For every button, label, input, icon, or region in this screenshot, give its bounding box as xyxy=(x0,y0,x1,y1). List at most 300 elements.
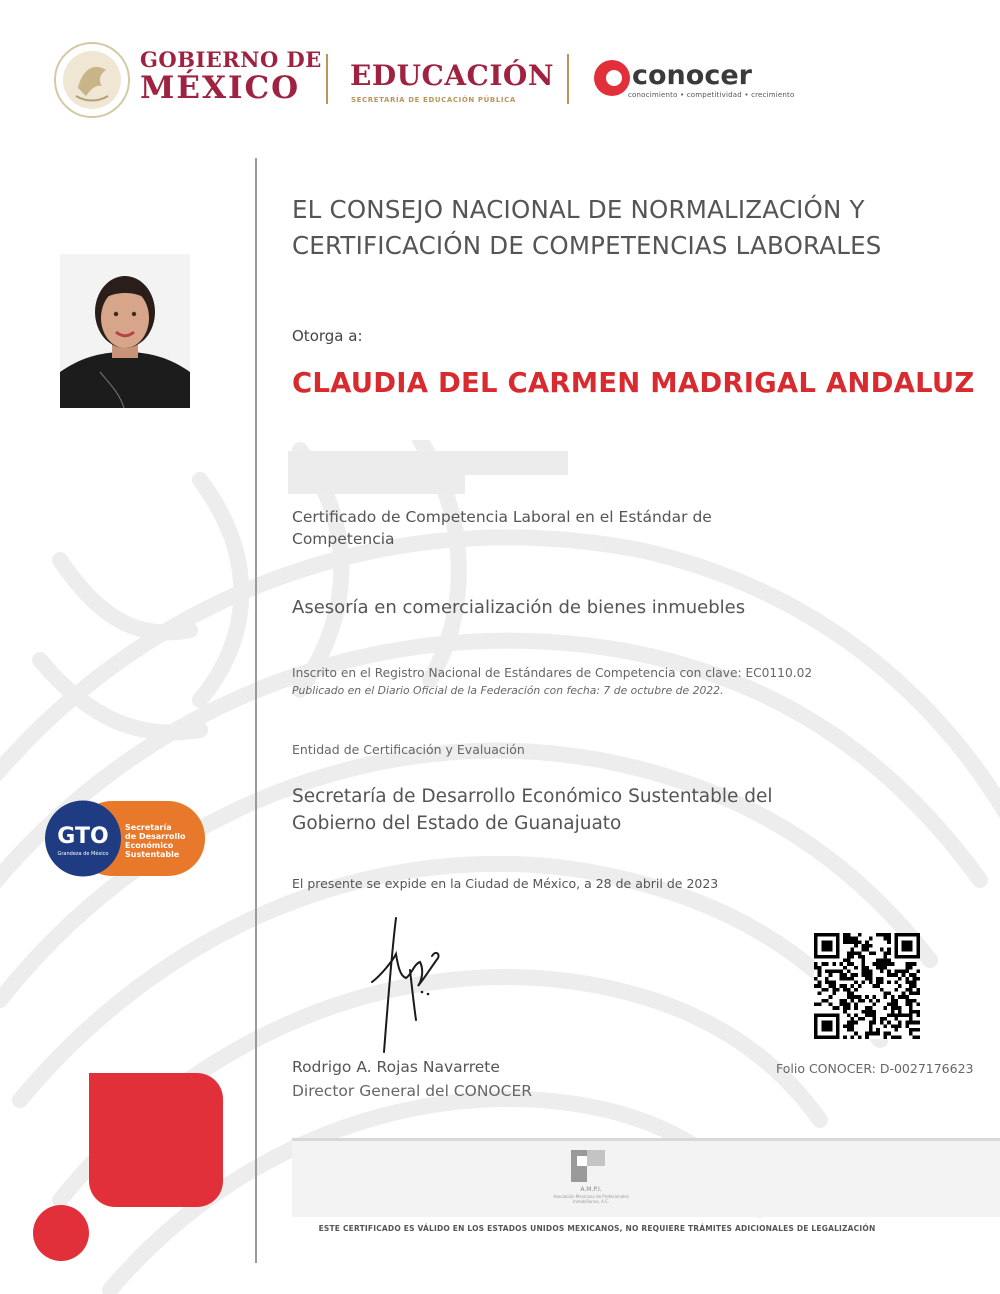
qr-module xyxy=(880,948,884,952)
qr-module xyxy=(887,962,891,966)
qr-module xyxy=(883,933,887,937)
qr-module xyxy=(851,1017,855,1021)
qr-module xyxy=(869,1006,873,1010)
qr-module xyxy=(821,999,825,1003)
qr-module xyxy=(905,962,909,966)
qr-module xyxy=(869,944,873,948)
qr-module xyxy=(854,1006,858,1010)
qr-module xyxy=(843,966,847,970)
qr-module xyxy=(916,977,920,981)
qr-module xyxy=(887,973,891,977)
qr-module xyxy=(865,973,869,977)
header-divider xyxy=(326,54,328,104)
recipient-photo xyxy=(60,254,190,408)
qr-module xyxy=(909,984,913,988)
qr-module xyxy=(858,951,862,955)
gto-line3: Económico xyxy=(125,841,174,850)
qr-module xyxy=(876,966,880,970)
qr-module xyxy=(869,1024,873,1028)
qr-module xyxy=(843,940,847,944)
council-title: EL CONSEJO NACIONAL DE NORMALIZACIÓN Y CERTIFICACIÓN DE COMPETENCIAS LABORALES xyxy=(292,195,882,260)
certificate-type-label: Certificado de Competencia Laboral en el Estándar de Competencia xyxy=(292,508,712,548)
qr-module xyxy=(858,955,862,959)
qr-module xyxy=(865,970,869,974)
qr-module xyxy=(905,1021,909,1025)
qr-module xyxy=(854,951,858,955)
qr-module xyxy=(869,951,873,955)
qr-module xyxy=(851,1024,855,1028)
qr-module xyxy=(836,988,840,992)
qr-module xyxy=(832,962,836,966)
qr-module xyxy=(887,937,891,941)
qr-module xyxy=(898,995,902,999)
qr-module xyxy=(909,1017,913,1021)
qr-module xyxy=(894,988,898,992)
qr-module xyxy=(894,981,898,985)
qr-module xyxy=(825,977,829,981)
qr-module xyxy=(883,1024,887,1028)
qr-module xyxy=(869,1028,873,1032)
validity-note: ESTE CERTIFICADO ES VÁLIDO EN LOS ESTADOS UNIDOS MEXICANOS, NO REQUIERE TRÁMITES ADICIONALES DE LEGALIZACIÓN xyxy=(318,1224,876,1233)
qr-module xyxy=(913,977,917,981)
qr-module xyxy=(851,1028,855,1032)
qr-module xyxy=(854,988,858,992)
qr-module xyxy=(902,973,906,977)
qr-module xyxy=(851,962,855,966)
qr-module xyxy=(898,1013,902,1017)
gobierno-line1: GOBIERNO DE xyxy=(140,47,322,72)
signature-icon xyxy=(360,910,460,1060)
qr-module xyxy=(902,991,906,995)
qr-module xyxy=(905,1013,909,1017)
qr-module xyxy=(883,1017,887,1021)
qr-module xyxy=(854,973,858,977)
qr-module xyxy=(858,1035,862,1039)
qr-module xyxy=(891,1013,895,1017)
qr-module xyxy=(851,955,855,959)
qr-module xyxy=(869,1013,873,1017)
qr-module xyxy=(854,1002,858,1006)
qr-module xyxy=(843,937,847,941)
qr-module xyxy=(858,933,862,937)
qr-module xyxy=(916,988,920,992)
qr-module xyxy=(916,970,920,974)
qr-module xyxy=(814,962,818,966)
qr-module xyxy=(883,951,887,955)
qr-module xyxy=(865,977,869,981)
qr-module xyxy=(880,970,884,974)
qr-module xyxy=(865,1035,869,1039)
qr-module xyxy=(843,1006,847,1010)
qr-module xyxy=(876,977,880,981)
qr-module xyxy=(916,1035,920,1039)
qr-module xyxy=(876,984,880,988)
qr-module xyxy=(851,951,855,955)
qr-module xyxy=(862,944,866,948)
qr-module xyxy=(916,1010,920,1014)
header-divider xyxy=(567,54,569,104)
qr-module xyxy=(847,1024,851,1028)
qr-module xyxy=(851,991,855,995)
qr-module xyxy=(818,966,822,970)
qr-module xyxy=(872,984,876,988)
gto-line2: de Desarrollo xyxy=(125,832,186,841)
qr-module xyxy=(851,940,855,944)
qr-module xyxy=(869,937,873,941)
qr-module xyxy=(858,995,862,999)
qr-module xyxy=(876,959,880,963)
qr-module xyxy=(898,977,902,981)
qr-module xyxy=(862,970,866,974)
qr-module xyxy=(872,1032,876,1036)
qr-module xyxy=(814,1002,818,1006)
qr-module xyxy=(858,940,862,944)
qr-module xyxy=(840,970,844,974)
conocer-tagline: conocimiento • competitividad • crecimiento xyxy=(628,91,795,99)
qr-module xyxy=(843,959,847,963)
qr-module xyxy=(843,1010,847,1014)
qr-module xyxy=(894,1024,898,1028)
qr-module xyxy=(843,973,847,977)
qr-module xyxy=(847,988,851,992)
qr-module xyxy=(887,981,891,985)
qr-module xyxy=(887,970,891,974)
qr-module xyxy=(847,959,851,963)
qr-module xyxy=(913,973,917,977)
entity-name: Secretaría de Desarrollo Económico Sustentable del Gobierno del Estado de Guanajuato xyxy=(292,786,773,834)
qr-module xyxy=(913,984,917,988)
qr-module xyxy=(876,1028,880,1032)
qr-module xyxy=(916,991,920,995)
signer-name: Rodrigo A. Rojas Navarrete xyxy=(292,1058,500,1076)
qr-module xyxy=(905,966,909,970)
qr-module xyxy=(883,991,887,995)
qr-module xyxy=(818,984,822,988)
qr-module xyxy=(836,970,840,974)
ampi-logo-icon xyxy=(569,1148,609,1184)
qr-module xyxy=(872,995,876,999)
ampi-subtitle: Asociación Mexicana de Profesionales Inmobiliarios, A.C. xyxy=(553,1194,629,1204)
qr-module xyxy=(854,944,858,948)
qr-module xyxy=(909,1028,913,1032)
qr-module xyxy=(880,1021,884,1025)
published-text: Publicado en el Diario Oficial de la Federación con fecha: 7 de octubre de 2022. xyxy=(292,684,724,697)
qr-module xyxy=(902,995,906,999)
qr-module xyxy=(898,1006,902,1010)
gto-line1: Secretaría xyxy=(125,823,172,832)
qr-module xyxy=(829,973,833,977)
qr-module xyxy=(905,977,909,981)
qr-module xyxy=(905,995,909,999)
qr-module xyxy=(869,973,873,977)
qr-module xyxy=(865,944,869,948)
educacion-subtitle: SECRETARÍA DE EDUCACIÓN PÚBLICA xyxy=(351,96,516,104)
qr-module xyxy=(909,1013,913,1017)
qr-module xyxy=(840,962,844,966)
qr-module xyxy=(851,995,855,999)
gto-logo-sub: Grandeza de México xyxy=(57,851,109,857)
qr-module xyxy=(880,988,884,992)
bottom-band xyxy=(292,1138,1000,1217)
qr-module xyxy=(825,970,829,974)
qr-module xyxy=(913,962,917,966)
qr-module xyxy=(887,933,891,937)
qr-module xyxy=(865,1006,869,1010)
qr-module xyxy=(869,999,873,1003)
qr-module xyxy=(894,1035,898,1039)
qr-module xyxy=(905,988,909,992)
qr-module xyxy=(847,1013,851,1017)
qr-module xyxy=(862,1017,866,1021)
qr-module xyxy=(832,981,836,985)
issued-text: El presente se expide en la Ciudad de México, a 28 de abril de 2023 xyxy=(292,876,719,891)
qr-module xyxy=(862,999,866,1003)
qr-module xyxy=(832,984,836,988)
qr-module xyxy=(891,999,895,1003)
qr-module xyxy=(891,995,895,999)
qr-module xyxy=(905,970,909,974)
vertical-divider xyxy=(255,158,257,1263)
qr-module xyxy=(883,962,887,966)
qr-module xyxy=(862,981,866,985)
qr-module xyxy=(887,991,891,995)
qr-module xyxy=(847,1006,851,1010)
qr-module xyxy=(851,984,855,988)
otorga-label: Otorga a: xyxy=(292,327,363,345)
qr-module xyxy=(829,981,833,985)
folio-number: Folio CONOCER: D-0027176623 xyxy=(776,1061,974,1076)
qr-module xyxy=(818,973,822,977)
qr-module xyxy=(851,1021,855,1025)
qr-module xyxy=(909,966,913,970)
gto-badge xyxy=(45,800,205,877)
qr-module xyxy=(840,977,844,981)
qr-module xyxy=(862,973,866,977)
redacted-field xyxy=(288,451,568,475)
qr-module xyxy=(894,1006,898,1010)
qr-module xyxy=(865,1010,869,1014)
qr-module xyxy=(880,977,884,981)
qr-module xyxy=(843,1035,847,1039)
qr-module xyxy=(821,962,825,966)
qr-module xyxy=(905,1002,909,1006)
qr-module xyxy=(829,984,833,988)
qr-module xyxy=(909,981,913,985)
qr-module xyxy=(832,970,836,974)
qr-module xyxy=(872,1021,876,1025)
qr-module xyxy=(894,1028,898,1032)
qr-module xyxy=(869,1010,873,1014)
qr-module xyxy=(872,1002,876,1006)
educacion-title: EDUCACIÓN xyxy=(350,59,554,92)
qr-module xyxy=(902,1013,906,1017)
qr-module xyxy=(909,991,913,995)
qr-module xyxy=(854,995,858,999)
qr-module xyxy=(847,933,851,937)
qr-module xyxy=(880,981,884,985)
conocer-title: conocer xyxy=(632,60,752,91)
qr-module xyxy=(847,1021,851,1025)
qr-module xyxy=(913,1010,917,1014)
qr-module xyxy=(847,995,851,999)
qr-module xyxy=(869,970,873,974)
qr-module xyxy=(847,937,851,941)
qr-module xyxy=(883,959,887,963)
redacted-field xyxy=(288,474,465,494)
qr-module xyxy=(905,1024,909,1028)
qr-module xyxy=(887,1013,891,1017)
qr-module xyxy=(902,970,906,974)
qr-module xyxy=(880,1017,884,1021)
qr-module xyxy=(862,962,866,966)
qr-module xyxy=(883,1006,887,1010)
decorative-red-square xyxy=(89,1073,223,1207)
qr-module xyxy=(880,933,884,937)
qr-module xyxy=(872,1013,876,1017)
qr-module xyxy=(909,1010,913,1014)
qr-module xyxy=(840,973,844,977)
qr-module xyxy=(883,1032,887,1036)
qr-module xyxy=(913,991,917,995)
qr-module xyxy=(862,948,866,952)
qr-module xyxy=(883,937,887,941)
qr-module xyxy=(832,991,836,995)
qr-module xyxy=(847,940,851,944)
qr-module xyxy=(818,970,822,974)
qr-module xyxy=(883,995,887,999)
qr-module xyxy=(869,1032,873,1036)
qr-module xyxy=(832,988,836,992)
qr-module xyxy=(898,1010,902,1014)
signer-role: Director General del CONOCER xyxy=(292,1082,533,1100)
qr-module xyxy=(891,1006,895,1010)
qr-module xyxy=(894,1002,898,1006)
standard-name: Asesoría en comercialización de bienes inmuebles xyxy=(292,597,746,618)
qr-module xyxy=(880,959,884,963)
qr-module xyxy=(818,991,822,995)
qr-module xyxy=(898,1024,902,1028)
qr-module xyxy=(909,1032,913,1036)
qr-module xyxy=(847,1002,851,1006)
gto-logo-icon: GTO xyxy=(57,824,109,849)
qr-module xyxy=(840,984,844,988)
qr-module xyxy=(821,988,825,992)
qr-code-icon xyxy=(814,933,920,1039)
qr-module xyxy=(865,995,869,999)
qr-module xyxy=(876,933,880,937)
qr-module xyxy=(913,1021,917,1025)
qr-module xyxy=(913,1035,917,1039)
qr-module xyxy=(843,933,847,937)
qr-module xyxy=(916,1002,920,1006)
qr-module xyxy=(913,1028,917,1032)
qr-module xyxy=(814,966,818,970)
qr-module xyxy=(843,1024,847,1028)
qr-module xyxy=(880,966,884,970)
qr-module xyxy=(916,1013,920,1017)
qr-module xyxy=(876,962,880,966)
qr-module xyxy=(872,1010,876,1014)
qr-module xyxy=(905,981,909,985)
qr-module xyxy=(854,1032,858,1036)
qr-module xyxy=(851,1035,855,1039)
qr-module xyxy=(847,1028,851,1032)
qr-module xyxy=(898,984,902,988)
qr-module xyxy=(876,981,880,985)
qr-module xyxy=(847,951,851,955)
qr-module xyxy=(851,977,855,981)
qr-module xyxy=(891,1024,895,1028)
qr-module xyxy=(829,970,833,974)
qr-module xyxy=(869,981,873,985)
qr-module xyxy=(894,970,898,974)
qr-module xyxy=(854,940,858,944)
qr-module xyxy=(916,1028,920,1032)
qr-module xyxy=(829,1002,833,1006)
qr-module xyxy=(847,991,851,995)
qr-module xyxy=(909,1021,913,1025)
qr-module xyxy=(916,1021,920,1025)
qr-module xyxy=(887,940,891,944)
qr-module xyxy=(862,955,866,959)
qr-module xyxy=(883,966,887,970)
qr-module xyxy=(909,973,913,977)
qr-module xyxy=(894,973,898,977)
qr-module xyxy=(865,966,869,970)
qr-module xyxy=(876,1032,880,1036)
qr-module xyxy=(891,1002,895,1006)
qr-module xyxy=(887,1002,891,1006)
qr-module xyxy=(858,1017,862,1021)
qr-module xyxy=(894,1017,898,1021)
qr-module xyxy=(894,1013,898,1017)
qr-module xyxy=(847,955,851,959)
qr-module xyxy=(898,970,902,974)
qr-module xyxy=(847,962,851,966)
qr-module xyxy=(887,948,891,952)
qr-module xyxy=(825,999,829,1003)
qr-module xyxy=(843,1002,847,1006)
qr-module xyxy=(847,977,851,981)
qr-module xyxy=(876,999,880,1003)
qr-module xyxy=(825,962,829,966)
qr-module xyxy=(854,1021,858,1025)
recipient-name: CLAUDIA DEL CARMEN MADRIGAL ANDALUZ xyxy=(292,367,975,399)
qr-module xyxy=(909,1006,913,1010)
qr-module xyxy=(891,1035,895,1039)
qr-module xyxy=(898,1021,902,1025)
qr-module xyxy=(869,977,873,981)
qr-module xyxy=(854,937,858,941)
gobierno-line2: MÉXICO xyxy=(140,70,301,106)
qr-module xyxy=(909,988,913,992)
qr-module xyxy=(872,962,876,966)
qr-module xyxy=(872,1017,876,1021)
qr-module xyxy=(865,948,869,952)
registry-text: Inscrito en el Registro Nacional de Estándares de Competencia con clave: EC0110.02 xyxy=(292,666,813,680)
qr-module xyxy=(909,962,913,966)
qr-module xyxy=(829,995,833,999)
qr-module xyxy=(872,951,876,955)
qr-module xyxy=(883,1035,887,1039)
qr-module xyxy=(854,966,858,970)
decorative-red-dot xyxy=(33,1205,89,1261)
qr-module xyxy=(851,937,855,941)
ampi-label: A.M.P.I. xyxy=(580,1186,602,1193)
gto-line4: Sustentable xyxy=(125,850,180,859)
qr-module xyxy=(818,1002,822,1006)
qr-module xyxy=(825,981,829,985)
